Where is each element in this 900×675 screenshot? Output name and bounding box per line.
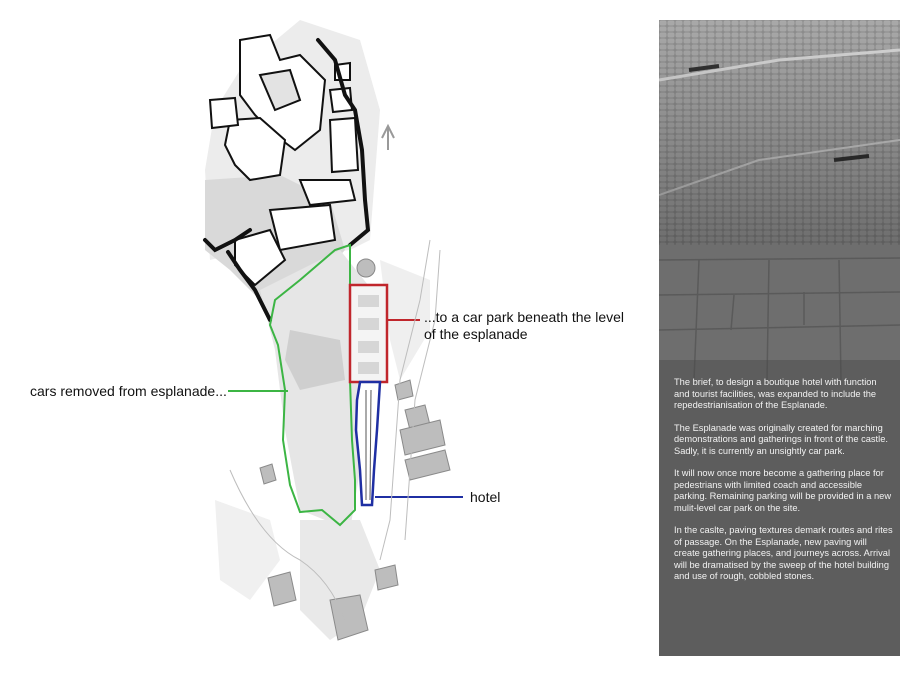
paving-photo-panel [659, 20, 900, 656]
brief-paragraph: In the caslte, paving textures demark routes and rites of passage. On the Esplanade, new paving will create gathering places, and journeys across. Arrival will be dramatised by the sweep of the hotel building and use of rough, cobbled stones. [674, 525, 893, 581]
brief-paragraph: It will now once more become a gathering place for pedestrians with limited coach and accessible parking. Remaining parking will be provided in a new mulit-level car park on the site. [674, 468, 892, 513]
north-arrow-icon [382, 126, 394, 150]
cars-removed-annotation: cars removed from esplanade... [30, 383, 227, 399]
hotel-annotation: hotel [470, 489, 501, 505]
brief-paragraph: The brief, to design a boutique hotel with function and tourist facilities, was expanded to include the repedestrianisation of the Esplanade. [674, 377, 877, 410]
brief-text [674, 377, 894, 594]
hotel-block [356, 382, 380, 505]
car-park-annotation: ...to a car park beneath the level of the esplanade [424, 309, 625, 342]
brief-paragraph: The Esplanade was originally created for marching demonstrations and gatherings in front of the castle. Sadly, it is currently an unsightly car park. [674, 422, 888, 456]
